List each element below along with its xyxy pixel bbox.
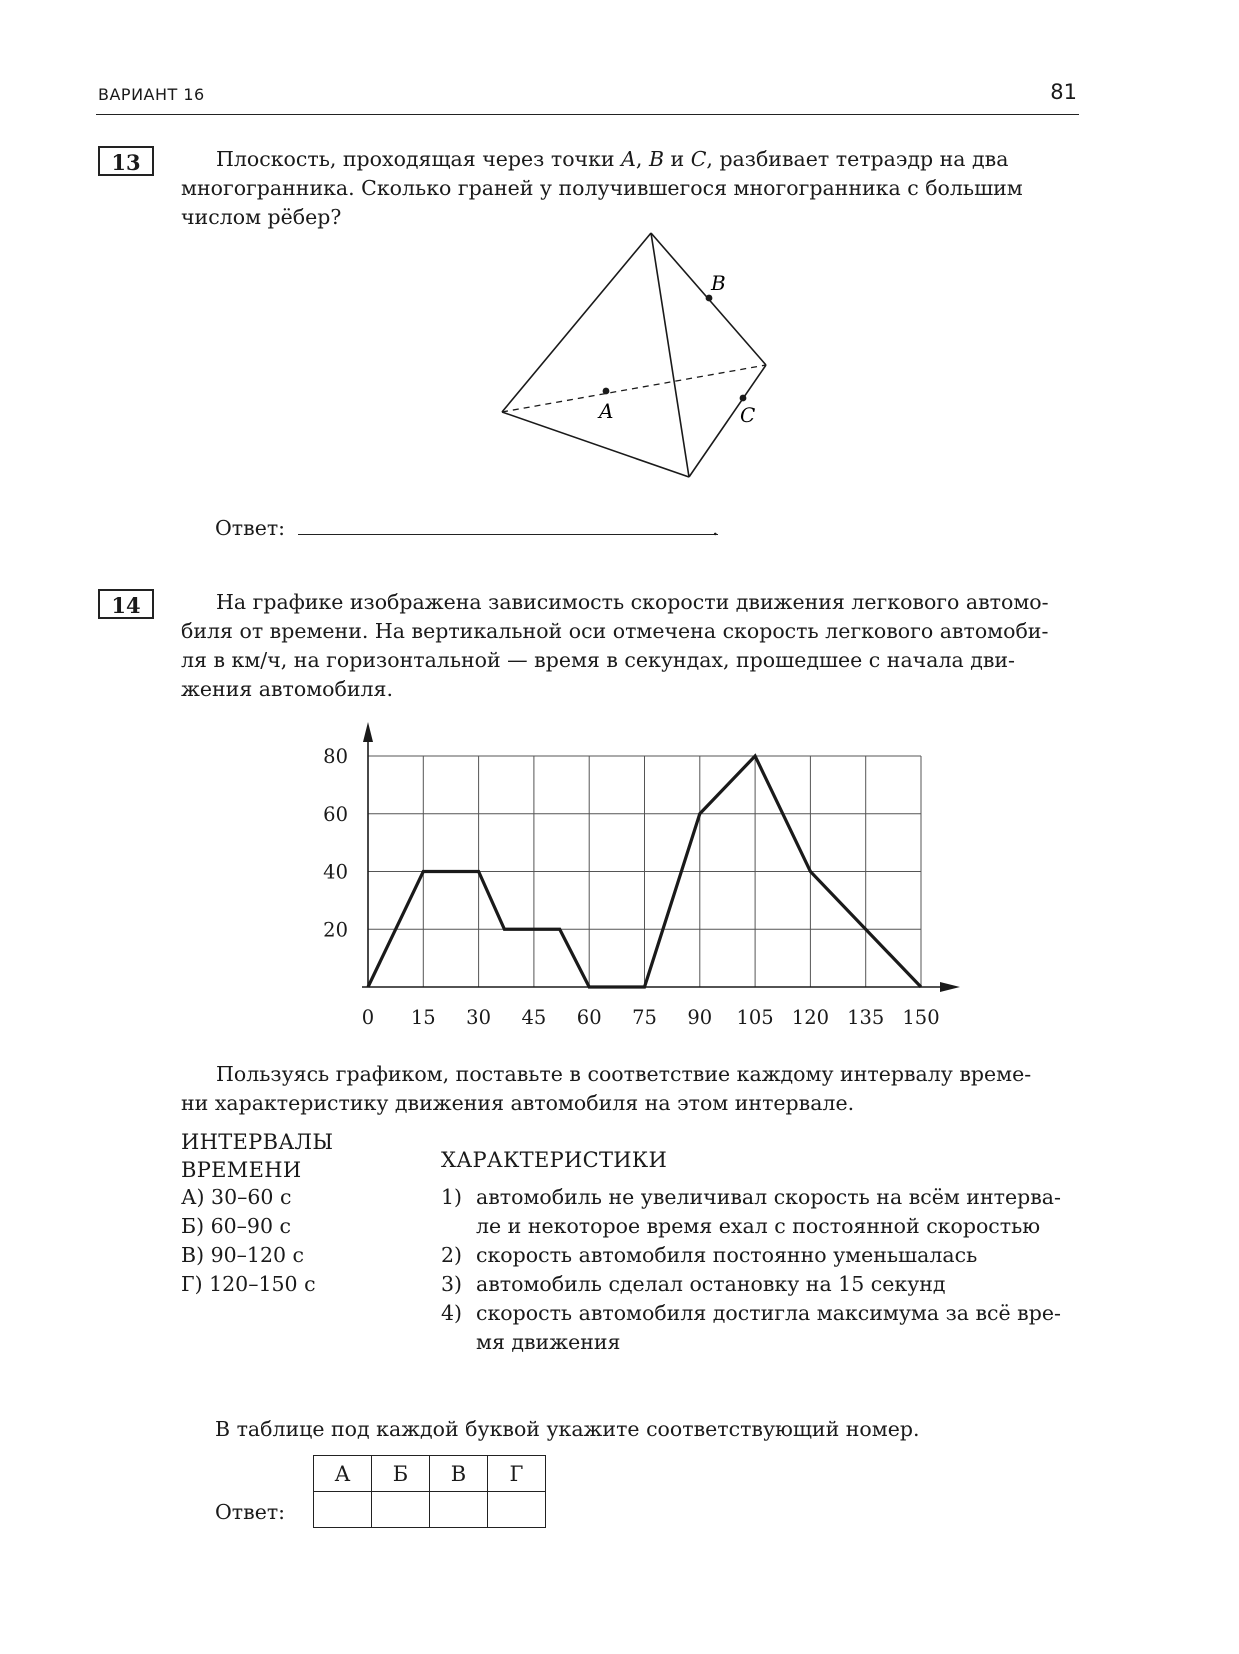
- characteristic-text: автомобиль сделал остановку на 15 секунд: [476, 1272, 946, 1296]
- intervals-list: [181, 1183, 316, 1299]
- question-14-intro-line: На графике изображена зависимость скорости движения легкового автомо-: [216, 590, 1049, 614]
- point-c: [740, 395, 747, 402]
- question-13-number: 13: [98, 146, 154, 176]
- characteristic-number: 4): [441, 1301, 463, 1325]
- characteristic-item: [441, 1183, 1081, 1241]
- y-tick-label: 40: [323, 860, 348, 884]
- x-axis-arrow-icon: [940, 982, 960, 992]
- characteristic-number: 3): [441, 1272, 463, 1296]
- intervals-header-line: ИНТЕРВАЛЫ: [181, 1130, 334, 1154]
- answer-table-letter: Г: [488, 1456, 546, 1492]
- x-tick-label: 45: [521, 1006, 547, 1029]
- characteristic-number: 2): [441, 1243, 463, 1267]
- point-a: [603, 388, 610, 395]
- header-rule: [96, 114, 1079, 115]
- answer-table-header-row: [314, 1456, 546, 1492]
- characteristic-text: автомобиль не увеличивал скорость на всём интерва-: [476, 1185, 1061, 1209]
- answer-cell-v[interactable]: [430, 1492, 488, 1528]
- answer-table: [313, 1455, 546, 1528]
- label-b: B: [711, 271, 726, 295]
- x-tick-label: 15: [410, 1006, 436, 1029]
- characteristic-item: [441, 1299, 1081, 1357]
- intervals-header: [181, 1128, 333, 1184]
- speed-chart: [300, 715, 970, 1045]
- point-letter: A: [621, 147, 636, 171]
- question-13-text: [181, 145, 1077, 232]
- characteristic-item: [441, 1241, 1081, 1270]
- answer-table-letter: Б: [372, 1456, 430, 1492]
- question-13-line: [181, 145, 1077, 174]
- characteristic-number: 1): [441, 1185, 463, 1209]
- text-fragment: многогранника. Сколько граней у получившегося многогранника с большим: [181, 176, 1023, 200]
- question-13-answer-period: .: [712, 516, 719, 540]
- interval-item: Б) 60–90 с: [181, 1214, 291, 1238]
- interval-item: В) 90–120 с: [181, 1243, 305, 1267]
- characteristics-header: ХАРАКТЕРИСТИКИ: [441, 1148, 668, 1172]
- label-a: A: [599, 399, 614, 423]
- y-tick-label: 20: [323, 918, 348, 942]
- question-14-intro-line: биля от времени. На вертикальной оси отмечена скорость легкового автомоби-: [181, 619, 1049, 643]
- characteristics-list: [441, 1183, 1081, 1357]
- edge-left-bottom: [502, 412, 689, 477]
- interval-item: Г) 120–150 с: [181, 1272, 316, 1296]
- characteristic-text: скорость автомобиля постоянно уменьшалась: [476, 1243, 978, 1267]
- answer-cell-b[interactable]: [372, 1492, 430, 1528]
- characteristic-item: [441, 1270, 1081, 1299]
- question-14-intro: [181, 588, 1077, 704]
- page-number: 81: [1050, 80, 1077, 104]
- characteristic-text: скорость автомобиля достигла максимума за всё вре-: [476, 1301, 1061, 1325]
- x-tick-label: 105: [736, 1006, 774, 1029]
- x-tick-label: 120: [791, 1006, 830, 1029]
- point-letter: B: [648, 147, 665, 171]
- question-14-instruction-line: Пользуясь графиком, поставьте в соответствие каждому интервалу време-: [216, 1062, 1032, 1086]
- question-14-instruction-line: ни характеристику движения автомобиля на этом интервале.: [181, 1091, 855, 1115]
- text-fragment: и: [664, 147, 691, 171]
- text-fragment: числом рёбер?: [181, 205, 342, 229]
- text-fragment: , разбивает тетраэдр на два: [706, 147, 1009, 171]
- question-14-instructions: [181, 1060, 1077, 1118]
- x-tick-label: 90: [687, 1006, 713, 1029]
- characteristic-text: ле и некоторое время ехал с постоянной скоростью: [476, 1214, 1041, 1238]
- answer-cell-g[interactable]: [488, 1492, 546, 1528]
- question-13-answer-field[interactable]: [298, 533, 718, 535]
- y-tick-label: 60: [323, 802, 348, 826]
- answer-cell-a[interactable]: [314, 1492, 372, 1528]
- answer-table-letter: В: [430, 1456, 488, 1492]
- running-header: ВАРИАНТ 16: [98, 85, 205, 104]
- x-tick-label: 150: [902, 1006, 940, 1029]
- text-fragment: ,: [635, 147, 649, 171]
- x-tick-label: 30: [466, 1006, 492, 1029]
- table-instruction: В таблице под каждой буквой укажите соответствующий номер.: [215, 1417, 920, 1441]
- question-13-answer-label: Ответ:: [215, 516, 286, 540]
- intervals-header-line: ВРЕМЕНИ: [181, 1158, 302, 1182]
- question-14-answer-label: Ответ:: [215, 1500, 286, 1524]
- edge-apex-left: [502, 233, 651, 412]
- question-14-number: 14: [98, 589, 154, 619]
- answer-table-letter: А: [314, 1456, 372, 1492]
- label-c: C: [740, 403, 756, 427]
- point-b: [706, 295, 713, 302]
- point-letter: C: [690, 147, 707, 171]
- tetrahedron-figure: [480, 225, 800, 495]
- question-14-intro-line: жения автомобиля.: [181, 677, 393, 701]
- x-tick-label: 135: [847, 1006, 885, 1029]
- hidden-edge-left-right: [502, 365, 766, 412]
- y-tick-label: 80: [323, 745, 348, 768]
- y-axis-arrow-icon: [363, 722, 373, 742]
- answer-table-input-row: [314, 1492, 546, 1528]
- text-fragment: Плоскость, проходящая через точки: [216, 147, 622, 171]
- question-13-line: [181, 174, 1077, 203]
- characteristic-text: мя движения: [476, 1330, 621, 1354]
- x-tick-label: 75: [632, 1006, 657, 1029]
- x-tick-label: 60: [576, 1006, 602, 1029]
- question-14-intro-line: ля в км/ч, на горизонтальной — время в секундах, прошедшее с начала дви-: [181, 648, 1015, 672]
- x-tick-label: 0: [361, 1006, 375, 1029]
- interval-item: А) 30–60 с: [181, 1185, 292, 1209]
